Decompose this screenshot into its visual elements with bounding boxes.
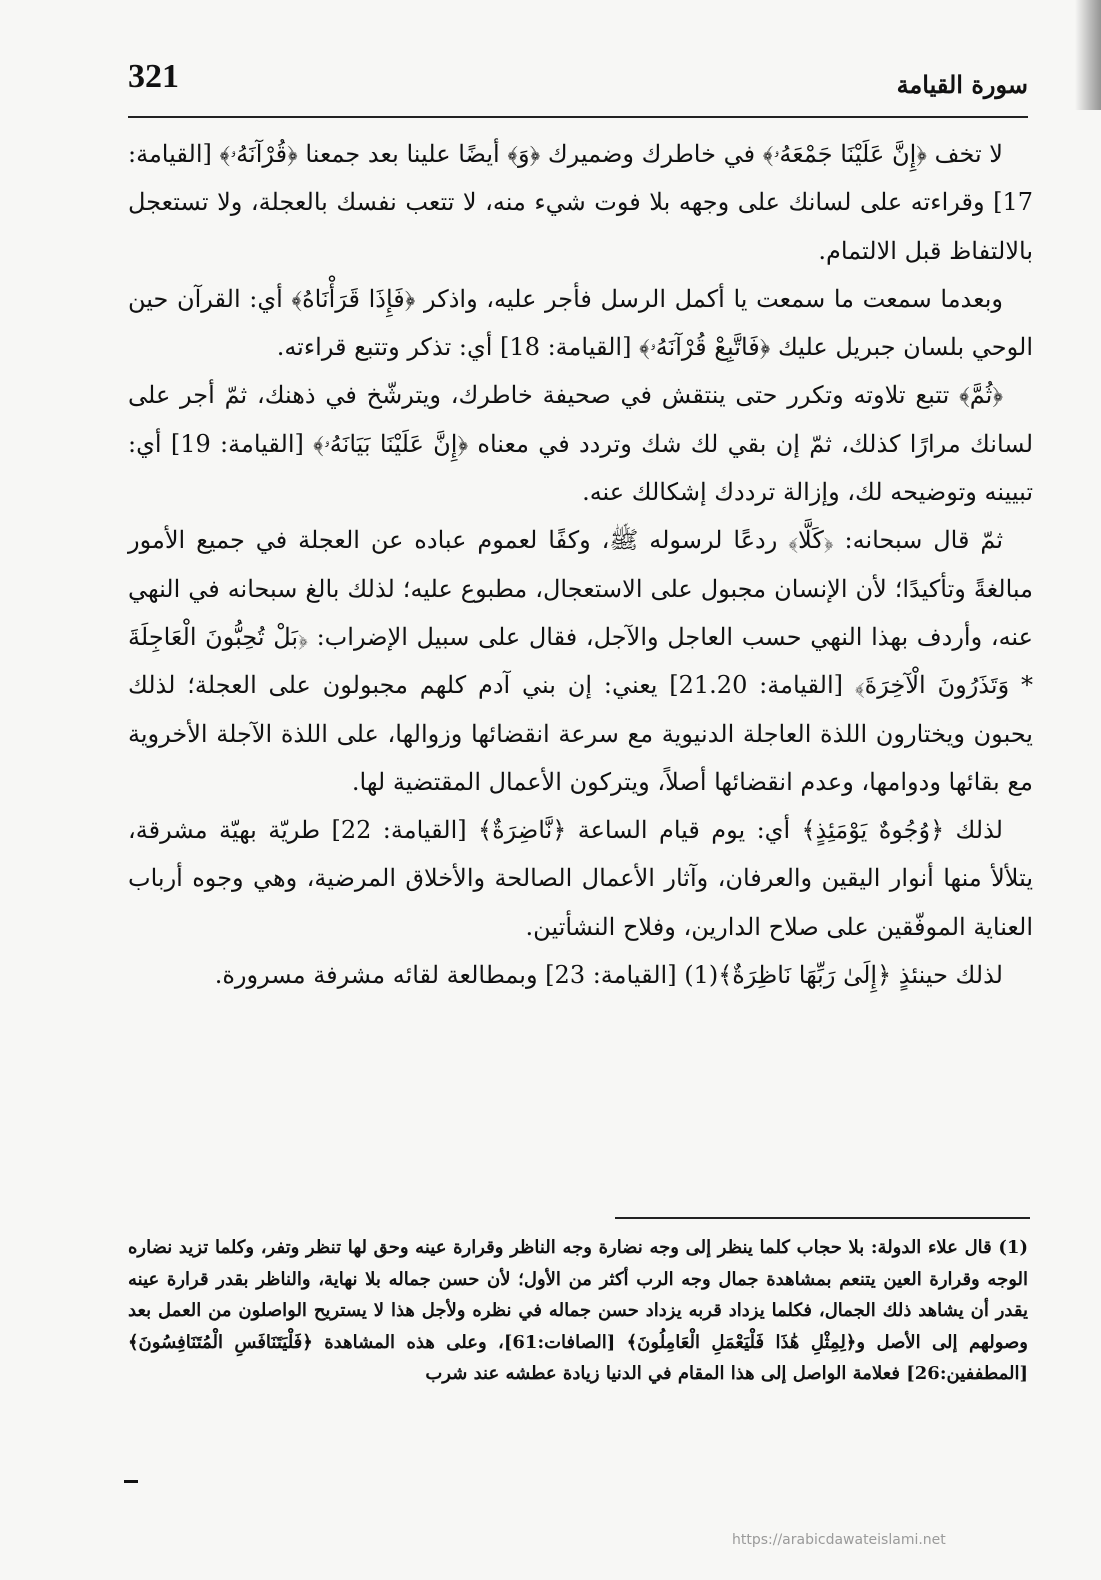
paragraph-5: لذلك ﴿وُجُوهٌ يَوْمَئِذٍ﴾ أي: يوم قيام الساعة ﴿نَّاضِرَةٌ﴾ [القيامة: 22] طريّة بهيّة مشرقة، يتلألأ منها أنوار اليقين والعرفان، وآثار الأعمال الصالحة والأخلاق المرضية، وهي وجوه أرباب العناية الموفّقين على صلاح الدارين، وفلاح النشأتين. (128, 816, 1033, 941)
footnote-1: (1) قال علاء الدولة: بلا حجاب كلما ينظر إلى وجه نضارة وجه الناظر وقرارة عينه وحق لها تنظر وتفر، وكلما تزيد نضاره الوجه وقرارة العين يتنعم بمشاهدة جمال وجه الرب أكثر من الأول؛ لأن حسن جماله بلا نهاية، والناظر بقدر قرارة عينه يقدر أن يشاهد ذلك الجمال، فكلما يزداد قربه يزداد حسن جماله في نظره ولأجل هذا لا يستريح الواصلون من العمل بعد وصولهم إلى الأصل و﴿لِمِثْلِ هَٰذَا فَلْيَعْمَلِ الْعَامِلُونَ﴾ [الصافات:61]، وعلى هذه المشاهدة ﴿فَلْيَتَنَافَسِ الْمُتَنَافِسُونَ﴾ [المطففين:26] فعلامة الواصل إلى هذا المقام في الدنيا زيادة عطشه عند شرب (128, 1237, 1028, 1384)
surah-title: سورة القيامة (896, 70, 1028, 99)
paragraph-2: وبعدما سمعت ما سمعت يا أكمل الرسل فأجر عليه، واذكر ﴿فَإِذَا قَرَأْنَاهُ﴾ أي: القرآن حين الوحي بلسان جبريل عليك ﴿فَاتَّبِعْ قُرْآنَهُۥ﴾ [القيامة: 18] أي: تذكر وتتبع قراءته. (128, 284, 1033, 362)
footnotes (128, 1232, 1028, 1390)
main-text (128, 130, 1033, 999)
paragraph-3: ﴿ثُمَّ﴾ تتبع تلاوته وتكرر حتى ينتقش في صحيفة خاطرك، ويترشّخ في ذهنك، ثمّ أجر على لسانك مرارًا كذلك، ثمّ إن بقي لك شك وتردد في معناه ﴿إِنَّ عَلَيْنَا بَيَانَهُۥ﴾ [القيامة: 19] أي: تبيينه وتوضيحه لك، وإزالة ترددك إشكالك عنه. (128, 381, 1034, 507)
watermark-url[interactable]: https://arabicdawateislami.net (732, 1532, 946, 1548)
page-header (128, 52, 1028, 118)
paragraph-6: لذلك حينئذٍ ﴿إِلَىٰ رَبِّهَا نَاظِرَةٌ﴾(1) [القيامة: 23] وبمطالعة لقائه مشرفة مسرورة. (214, 961, 1003, 990)
paragraph-4: ثمّ قال سبحانه: ﴿كَلَّا﴾ ردعًا لرسوله ﷺ، وكفًا لعموم عباده عن العجلة في جميع الأمور مبالغةً وتأكيدًا؛ لأن الإنسان مجبول على الاستعجال، مطبوع عليه؛ لذلك بالغ سبحانه في النهي عنه، وأردف بهذا النهي حسب العاجل والآجل، فقال على سبيل الإضراب: ﴿بَلْ تُحِبُّونَ الْعَاجِلَةَ * وَتَذَرُونَ الْآخِرَةَ﴾ [القيامة: 21.20] يعني: إن بني آدم كلهم مجبولون على العجلة؛ لذلك يحبون ويختارون اللذة العاجلة الدنيوية مع سرعة انقضائها وزوالها، على اللذة الآجلة الأخروية مع بقائها ودوامها، وعدم انقضائها أصلاً، ويتركون الأعمال المقتضية لها. (128, 526, 1033, 796)
paragraph-1: لا تخف ﴿إِنَّ عَلَيْنَا جَمْعَهُۥ﴾ في خاطرك وضميرك ﴿وَ﴾ أيضًا علينا بعد جمعنا ﴿قُرْآنَهُۥ﴾ [القيامة: 17] وقراءته على لسانك على وجهه بلا فوت شيء منه، لا تتعب نفسك بالعجلة، ولا تستعجل بالالتفاظ قبل الالتمام. (128, 140, 1033, 265)
scan-edge-artifact (1075, 0, 1101, 110)
page-number: 321 (128, 58, 179, 95)
continuation-dash (124, 1480, 138, 1483)
header-rule (128, 116, 1028, 118)
footnote-separator (615, 1217, 1030, 1219)
